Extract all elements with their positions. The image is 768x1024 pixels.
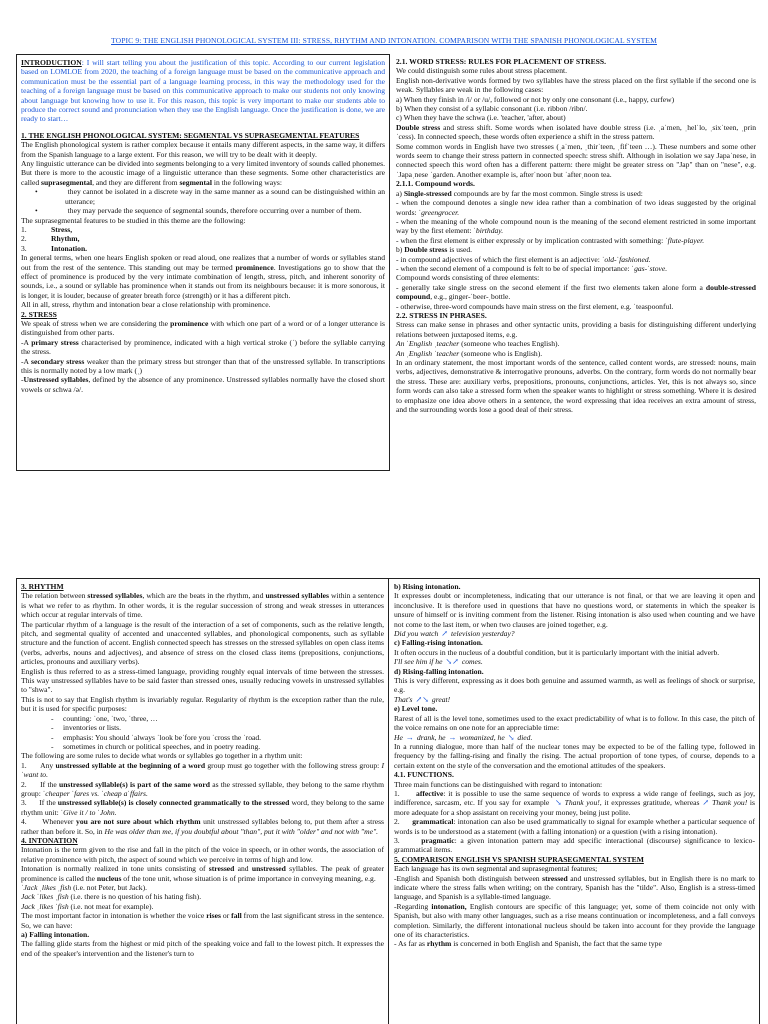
section-5-heading: 5. COMPARISON ENGLISH VS SPANISH SUPRASEGMENTAL SYSTEM	[394, 854, 644, 864]
fall-rise-arrow-icon: ↘↗	[445, 657, 459, 667]
paragraph: - when the second element of a compound is felt to be of special importance: ˈgas-ˈstove.	[396, 263, 668, 273]
example: Jack ˌlikes ˈfish (i.e. not meat for example).	[21, 901, 154, 911]
section-4-1-heading: 4.1. FUNCTIONS.	[394, 770, 454, 780]
rising-intonation-heading: b) Rising intonation.	[394, 582, 461, 591]
paragraph: -Regarding intonation, English contours are specific of this language; yet, some of them coincide not only with Spanish, but also with many other languages, such as a rise means continuation or incompleteness, and a fall conveys completion. Similarly, the different intonational nucleus should be taken into account for they provide the language one of its characteristics.	[394, 901, 755, 940]
page-one	[16, 54, 760, 471]
list-item: 1. Stress,	[21, 224, 73, 234]
paragraph: The English phonological system is rather complex because it entails many different aspects, in the same way, it differs from the Spanish language to a large extent. For this reason, we will try to be dealt with it deeply.	[21, 140, 385, 159]
paragraph: - when the meaning of the whole compound noun is the meaning of the second element restricted in some important way by the first element: ˈbirthday.	[396, 216, 756, 236]
paragraph: This is very different, expressing as it does both genuine and assumed warmth, as well as feelings of shock or surprise, e.g.	[394, 676, 755, 695]
paragraph: All in all, stress, rhythm and intonation bear a close relationship with prominence.	[21, 300, 271, 310]
rising-arrow-icon: ↗	[702, 798, 710, 808]
dash-item: - sometimes in church or political speeches, and in poetry reading.	[51, 741, 261, 751]
bullet-item: • they may pervade the sequence of segmental sounds, therefore occurring over a number of them.	[35, 206, 362, 216]
dash-item: - counting: ˈone, ˈtwo, ˈthree, …	[51, 713, 158, 723]
example: Jack ˈlikes ˌfish (i.e. there is no question of his hating fish).	[21, 892, 202, 902]
level-tone-heading: e) Level tone.	[394, 704, 438, 714]
paragraph: Each language has its own segmental and suprasegmental features;	[394, 864, 598, 874]
level-arrow-icon: →	[405, 732, 414, 742]
page-two	[16, 578, 760, 1024]
paragraph: -Unstressed syllables, defined by the absence of any prominence. Unstressed syllables normally have the closed short vowels or schwa /ə/.	[21, 375, 385, 394]
paragraph: -English and Spanish both distinguish between stressed and unstressed syllables, but in English there is no mark to indicate where the stress falls when writing; on the contrary, Spanish has the "tilde". Also, English is a stress-timed language, and Spanish is a syllable-timed language.	[394, 873, 755, 902]
paragraph: Intonation is normally realized in tone units consisting of stressed and unstressed syllables. The peak of greater prominence is called the nucleus of the tone unit, whose situation is of prime importance in conveying meaning, e.g.	[21, 864, 384, 883]
example: ˈJack ˌlikes ˌfish (i.e. not Peter, but Jack).	[21, 883, 148, 892]
function-item: 3. pragmatic: a given intonation pattern may add specific interactional (discourse) significance to lexico-grammatical items.	[394, 835, 755, 855]
paragraph: c) When they have the schwa (i.e. 'teacher, 'after, about)	[396, 113, 566, 123]
paragraph: In general terms, when one hears English spoken or read aloud, one realizes that a number of words or syllables stand out from the rest of the sentence. This standing out may be termed prominence. Investigations go to show that the effect of prominence is produced by the very intimate combination of length, stress, pitch, and inherent sonority of sounds, i.e., a sound or syllable has prominence when it stands out from its neighbours because: it is more sonorous, it is longer, it is louder, because of greater breath force (strength) or it has a different pitch.	[21, 253, 386, 300]
paragraph: English is thus referred to as a stress-timed language, providing roughly equal intervals of time between the stresses. This way unstressed syllables have to be said faster than stressed ones, usually reducing vowels in unstressed syllables to "shwa".	[21, 666, 384, 695]
paragraph: The relation between stressed syllables, which are the beats in the rhythm, and unstressed syllables within a sentence is what we refer to as rhythm. In other words, it is the regular succession of strong and weak stresses in utterances which occur at regular intervals of time.	[21, 591, 384, 620]
rise-fall-arrow-icon: ↗↘	[415, 694, 429, 704]
falling-arrow-icon: ↘	[554, 798, 562, 808]
level-arrow-icon: →	[448, 732, 457, 742]
paragraph: In an ordinary statement, the most important words of the sentence, called content words, are stressed: nouns, main verbs, adjectives, demonstrative & interrogative pronouns, adverbs. On the contrary, form words do not normally bear the stress. These are: auxiliary verbs, prepositions, pronouns, conjunctions, articles. Yet, this is not always so, since form words can also take a stressed form when the speaker wants to highlight or stress something. Where it is desired to emphasize one idea above others in a sentence, the word expressing that idea receives an extra amount of stress, and the surrounding words lose a good deal of their stress.	[396, 358, 756, 415]
paragraph: The falling glide starts from the highest or mid pitch of the speaking voice and fall to the lowest pitch. It expresses the end of the speaker's intervention and the listener's turn to	[21, 939, 384, 958]
paragraph: b) When they consist of a syllabic consonant (i.e. ribbon /ribn/.	[396, 104, 588, 114]
paragraph: - when the first element is either expressly or by implication contrasted with something: ˈflute-player.	[396, 235, 705, 245]
paragraph: a) When they finish in /i/ or /u/, followed or not by only one consonant (i.e., happy, curfew)	[396, 94, 675, 104]
section-2-1-heading: 2.1. WORD STRESS: RULES FOR PLACEMENT OF STRESS.	[396, 57, 606, 66]
paragraph: -A secondary stress weaker than the primary stress but stronger than that of the unstressed syllable. In transcriptions this is normally noted by a low mark (ˌ)	[21, 356, 385, 375]
paragraph: The following are some rules to decide what words or syllables go together in a rhythm unit:	[21, 751, 303, 761]
paragraph: It expresses doubt or incompleteness, indicating that our utterance is not final, or that we are leaving it open and inconclusive. It is therefore used in questions that have no questions word, or statements in which the speaker is unsure of himself or is inviting comment from the listener. Rising intonation is also used when counting and we have not come to the last item, or when two clauses are joined together, e.g.	[394, 591, 755, 629]
dash-item: - emphasis: You should ˈalways ˈlook beˈfore you ˈcross the ˈroad.	[51, 732, 262, 742]
example: An ˌEnglish ˈteacher (someone who is English).	[396, 348, 543, 358]
paragraph: a) Single-stressed compounds are by far the most common. Single stress is used:	[396, 188, 643, 198]
bottom-left-column	[16, 578, 389, 1024]
paragraph: Intonation is the term given to the rise and fall in the pitch of the voice in speech, or in other words, the association of relative prominence with pitch, the aspect of sound which we perceive in terms of high and low.	[21, 845, 384, 864]
left-column	[16, 54, 390, 471]
rising-arrow-icon: ↗	[441, 629, 448, 639]
paragraph: We could distinguish some rules about stress placement.	[396, 66, 568, 76]
section-2-2-heading: 2.2. STRESS IN PHRASES.	[396, 310, 487, 320]
bottom-right-column	[389, 578, 760, 1024]
paragraph: b) Double stress is used.	[396, 245, 473, 255]
example: Did you watch ↗ television yesterday?	[394, 629, 515, 639]
paragraph: Compound words consisting of three elements:	[396, 273, 540, 283]
paragraph: Three main functions can be distinguished with regard to intonation:	[394, 779, 603, 789]
right-column	[390, 54, 760, 471]
introduction: INTRODUCTION: I will start telling you about the justification of this topic. According to our current legislation based on LOMLOE from 2020, the teaching of a foreign language must be based on the communicative approach and communication must be the essential part of a language learning process, in this way the methodology used for the teaching of a foreign language must be based on this communicative approach to make our students not only knowing about language but knowing how to use it. For this reason, this topic is very important to make our students able to produce the correct sound and pronunciation when they use the English language. Once the justification is done, we are ready to start…	[21, 58, 385, 124]
rising-falling-heading: d) Rising-falling intonation.	[394, 666, 484, 676]
paragraph: - when the compound denotes a single new idea rather than a combination of two ideas suggested by the original words: ˈgreengrocer.	[396, 198, 756, 217]
document-title: TOPIC 9: THE ENGLISH PHONOLOGICAL SYSTEM III: STRESS, RHYTHM AND INTONATION. COMPARISON WITH THE SPANISH PHONOLOGICAL SYSTEM	[111, 36, 657, 45]
section-1-heading: 1. THE ENGLISH PHONOLOGICAL SYSTEM: SEGMENTAL VS SUPRASEGMENTAL FEATURES	[21, 130, 360, 140]
example: He → drank, he → womanized, he ↘ died.	[394, 732, 533, 742]
paragraph: - As far as rhythm is concerned in both English and Spanish, the fact that the same type	[394, 939, 662, 949]
section-2-1-1-heading: 2.1.1. Compound words.	[396, 179, 475, 189]
paragraph: Double stress and stress shift. Some words when isolated have double stress (i.e. ˌaˈmen, ˌhelˈlo, ˌsixˈteen, ˌprinˈcess). In connected speech, these words often experience a shift in the stress pattern.	[396, 122, 756, 142]
section-4-heading: 4. INTONATION	[21, 835, 78, 845]
falling-intonation-heading: a) Falling intonation.	[21, 930, 90, 940]
paragraph: - otherwise, three-word compounds have main stress on the first element, e.g. ˈteaspoonful.	[396, 301, 674, 311]
paragraph: The most important factor in intonation is whether the voice rises or fall from the last significant stress in the sentence. So, we can have:	[21, 911, 384, 930]
falling-arrow-icon: ↘	[507, 732, 515, 742]
example: I'll see him if he ↘↗ comes.	[394, 657, 483, 667]
paragraph: - generally take single stress on the second element if the first two elements taken alone form a double-stressed compound, e.g., ginger-ˈbeer-ˌbottle.	[396, 282, 756, 302]
rule-item: 2. If the unstressed syllable(s) is part of the same word as the stressed syllable, they belong to the same rhythm group: ˈcheaper ˈfares vs. ˈcheap aˈffairs.	[21, 779, 384, 798]
paragraph: English non-derivative words formed by two syllables have the stress placed on the first syllable if the second one is weak. Syllables are weak in the following cases:	[396, 75, 756, 95]
paragraph: Some common words in English have two stresses (ˌaˈmen, ˌthirˈteen, ˌfifˈteen …). These numbers and some other words seem to change their stress pattern in connected speech: stress shift. Although in isolation we say Japaˈnese, in connected speech this word often has a different pattern: there might be greater stress on "Jap" than on "nese", e.g. ˈJapaˌnese ˈgarden. Another example is, afterˈnoon but ˈafterˌnoon tea.	[396, 141, 756, 179]
paragraph: Stress can make sense in phrases and other syntactic units, providing a basis for distinguishing different underlying relations between juxtaposed items, e.g.	[396, 320, 756, 339]
dash-item: - inventories or lists.	[51, 723, 122, 733]
paragraph: Any linguistic utterance can be divided into segments belonging to a very limited inventory of sounds called phonemes. But there is more to the acoustic image of a linguistic utterance than these segments. Some other characteristics are called suprasegmental, and they are different from segmental in the following ways:	[21, 159, 385, 187]
list-item: 2. Rhythm,	[21, 234, 80, 244]
paragraph: The particular rhythm of a language is the result of the interaction of a set of components, such as the relative length, pitch, and segmental quality of accented and unaccented syllables, and phonological components, such as syllable structure and the function of accent. English connected speech has stresses on the stressed syllables on open class items (verbs, adverbs, nouns and adjectives), and absence of stress on the closed class items (prepositions, conjunctions, articles, pronouns and auxiliary verbs).	[21, 619, 384, 667]
section-3-heading: 3. RHYTHM	[21, 582, 64, 591]
section-2-heading: 2. STRESS	[21, 309, 57, 319]
list-item: 3. Intonation.	[21, 243, 88, 253]
function-item: 2. grammatical: intonation can also be used grammatically to signal for example whether a particular sequence of words is to be understood as a statement (with a falling intonation) or a question (with a rising intonation).	[394, 817, 756, 836]
paragraph: This is not to say that English rhythm is invariably regular. Regularity of rhythm is the exception rather than the rule, but it is used for specific purposes:	[21, 694, 384, 714]
paragraph: - in compound adjectives of which the first element is an adjective: ˈold-ˈfashioned.	[396, 254, 651, 264]
rule-item: 3. If the unstressed syllable(s) is closely connected grammatically to the stressed word, they belong to the same rhythm unit: ˈGive it / to ˈJohn.	[21, 798, 384, 817]
example: An ˈEnglish ˌteacher (someone who teaches English).	[396, 339, 560, 349]
paragraph: In a running dialogue, more than half of the nuclear tones may be expected to be of the falling type, followed in frequency by the falling-rising and finally the rising. The actual proportion of tone types, of course, depends to a certain extent on the style of the conversation and the emotional attitudes of the speakers.	[394, 741, 755, 770]
paragraph: -A primary stress characterised by prominence, indicated with a high vertical stroke (ˈ) before the syllable carrying the stress.	[21, 337, 386, 357]
paragraph: The suprasegmental features to be studied in this theme are the following:	[21, 215, 246, 225]
falling-rising-heading: c) Falling-rising intonation.	[394, 638, 483, 648]
rule-item: 4. Whenever you are not sure about which rhythm unit unstressed syllables belong to, put them after a stress rather than before it. So, in He was older than me, if you doubtful about "than", put it with "older" and not with "me".	[21, 817, 385, 836]
example: That's ↗↘ great!	[394, 694, 451, 704]
paragraph: We speak of stress when we are considering the prominence with which one part of a word or of a longer utterance is distinguished from other parts.	[21, 318, 385, 338]
bullet-item: • they cannot be isolated in a discrete way in the same manner as a sound can be distinguished within an utterance;	[35, 187, 385, 206]
paragraph: It often occurs in the nucleus of a doubtful condition, but it is particularly important with the initial adverb.	[394, 647, 720, 657]
paragraph: Rarest of all is the level tone, sometimes used to the exact predictability of what is to follow. In this case, the pitch of the voice remains on one note for an appreciable time:	[394, 713, 755, 733]
rule-item: 1. Any unstressed syllable at the beginning of a word group must go together with the following stress group: I ˈwant to.	[21, 760, 385, 780]
function-item: 1. affective: it is possible to use the same sequence of words to express a wide range of feelings, such as joy, indifference, sarcasm, etc. If you say for example ↘ Thank you!, it expresses gratitude, whereas ↗ Thank you! is more adequate for a shop assistant on receiving your money, being just polite.	[394, 788, 755, 817]
